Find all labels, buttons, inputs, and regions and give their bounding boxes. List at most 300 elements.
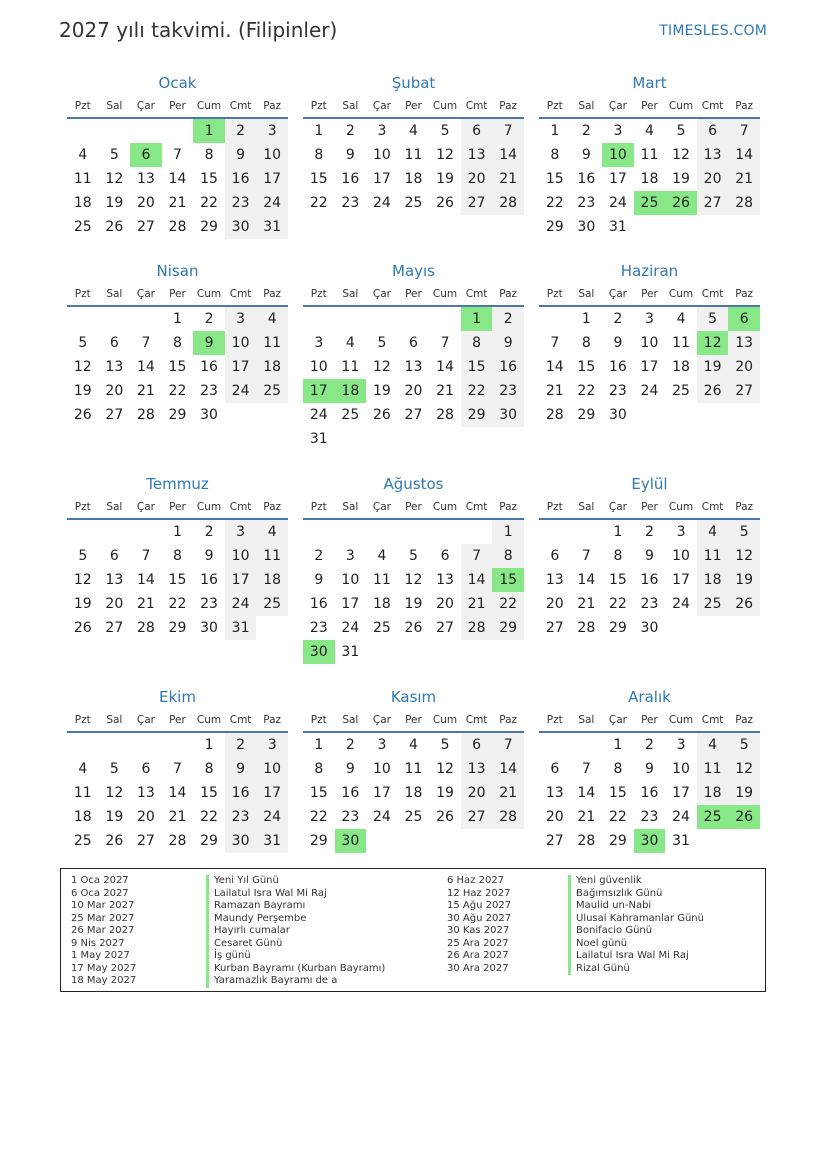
day-cell: 9 bbox=[492, 331, 524, 355]
day-cell: 21 bbox=[492, 167, 524, 191]
empty-cell bbox=[67, 307, 99, 331]
day-cell: 17 bbox=[256, 167, 288, 191]
legend-date: 26 Mar 2027 bbox=[71, 925, 135, 936]
legend-holiday-name: Cesaret Günü bbox=[206, 938, 385, 951]
weekday-header bbox=[539, 283, 760, 307]
day-cell: 24 bbox=[256, 191, 288, 215]
day-cell: 15 bbox=[608, 785, 627, 801]
day-cell: 5 bbox=[78, 335, 88, 351]
day-cell: 27 bbox=[436, 620, 454, 636]
holiday-day: 12 bbox=[697, 331, 729, 355]
day-cell: 14 bbox=[168, 785, 187, 801]
day-cell: 8 bbox=[550, 147, 560, 163]
day-cell: 4 bbox=[697, 520, 729, 544]
month-name: Ağustos bbox=[383, 475, 444, 493]
weekday-label: Cmt bbox=[701, 100, 724, 112]
day-cell: 17 bbox=[640, 359, 659, 375]
day-cell: 28 bbox=[436, 407, 454, 423]
weekday-header bbox=[303, 709, 524, 733]
weekday-label: Per bbox=[169, 714, 186, 726]
weekday-label: Pzt bbox=[546, 100, 563, 112]
day-cell: 13 bbox=[461, 143, 493, 167]
weekday-label: Pzt bbox=[310, 100, 327, 112]
weekday-label: Cum bbox=[432, 501, 458, 513]
month-name: Eylül bbox=[631, 475, 668, 493]
weekday-label: Paz bbox=[499, 100, 518, 112]
day-cell: 15 bbox=[200, 171, 218, 187]
month-name: Nisan bbox=[156, 262, 199, 280]
day-cell: 11 bbox=[672, 335, 690, 351]
day-cell: 2 bbox=[225, 733, 257, 757]
day-cell: 30 bbox=[640, 620, 659, 636]
weekday-label: Cmt bbox=[465, 288, 488, 300]
holiday-day: 30 bbox=[303, 640, 335, 664]
day-cell: 28 bbox=[545, 407, 564, 423]
empty-cell bbox=[571, 520, 603, 544]
empty-cell bbox=[303, 307, 335, 331]
day-cell: 23 bbox=[309, 620, 328, 636]
day-cell: 4 bbox=[645, 123, 654, 139]
day-cell: 22 bbox=[309, 809, 328, 825]
weekday-label: Sal bbox=[578, 501, 595, 513]
day-cell: 3 bbox=[377, 123, 387, 139]
day-cell: 20 bbox=[404, 383, 423, 399]
day-cell: 5 bbox=[728, 733, 760, 757]
holiday-day: 26 bbox=[665, 191, 697, 215]
day-cell: 12 bbox=[73, 359, 92, 375]
weekday-label: Çar bbox=[136, 288, 155, 300]
legend-holiday-name: Rizal Günü bbox=[568, 963, 704, 976]
day-cell: 4 bbox=[345, 335, 355, 351]
day-cell: 30 bbox=[225, 215, 257, 239]
day-cell: 18 bbox=[404, 785, 423, 801]
day-cell: 19 bbox=[728, 568, 760, 592]
weekday-label: Paz bbox=[499, 288, 518, 300]
day-cell: 18 bbox=[73, 809, 92, 825]
weekday-header bbox=[539, 95, 760, 119]
day-cell: 21 bbox=[168, 809, 187, 825]
day-cell: 19 bbox=[73, 596, 92, 612]
day-cell: 2 bbox=[204, 311, 214, 327]
day-cell: 8 bbox=[581, 335, 591, 351]
month-12 bbox=[539, 685, 760, 853]
day-cell: 3 bbox=[225, 307, 257, 331]
legend-holiday-name: Kurban Bayramı (Kurban Bayramı) bbox=[206, 963, 385, 976]
day-cell: 11 bbox=[697, 544, 729, 568]
month-1 bbox=[67, 71, 288, 239]
day-cell: 17 bbox=[341, 596, 360, 612]
day-cell: 16 bbox=[200, 359, 218, 375]
weekday-label: Per bbox=[405, 100, 422, 112]
day-cell: 15 bbox=[545, 171, 564, 187]
legend-dates-left bbox=[71, 875, 136, 988]
weekday-header bbox=[67, 95, 288, 119]
legend-date: 15 Ağu 2027 bbox=[447, 900, 512, 911]
day-cell: 31 bbox=[256, 215, 288, 239]
day-cell: 26 bbox=[73, 620, 92, 636]
day-cell: 6 bbox=[550, 548, 560, 564]
day-cell: 28 bbox=[577, 620, 596, 636]
site-link[interactable]: TIMESLES.COM bbox=[659, 23, 767, 39]
day-cell: 11 bbox=[73, 785, 92, 801]
weekday-label: Paz bbox=[263, 100, 282, 112]
day-cell: 13 bbox=[436, 572, 454, 588]
day-cell: 12 bbox=[404, 572, 423, 588]
day-cell: 11 bbox=[256, 544, 288, 568]
legend-date: 25 Ara 2027 bbox=[447, 937, 509, 949]
day-grid bbox=[67, 119, 288, 239]
weekday-label: Cmt bbox=[465, 501, 488, 513]
day-cell: 27 bbox=[545, 833, 564, 849]
day-cell: 26 bbox=[697, 379, 729, 403]
legend-date: 6 Oca 2027 bbox=[71, 887, 129, 899]
day-cell: 25 bbox=[73, 219, 92, 235]
day-cell: 16 bbox=[608, 359, 627, 375]
weekday-label: Cum bbox=[668, 100, 694, 112]
weekday-label: Cmt bbox=[229, 714, 252, 726]
day-cell: 17 bbox=[225, 355, 257, 379]
weekday-label: Pzt bbox=[546, 288, 563, 300]
holiday-day: 10 bbox=[602, 143, 634, 167]
empty-cell bbox=[303, 520, 335, 544]
empty-cell bbox=[398, 520, 430, 544]
day-cell: 15 bbox=[168, 572, 187, 588]
day-cell: 1 bbox=[613, 737, 623, 753]
empty-cell bbox=[398, 307, 430, 331]
weekday-label: Cmt bbox=[701, 501, 724, 513]
month-7 bbox=[67, 472, 288, 640]
weekday-label: Cmt bbox=[229, 100, 252, 112]
day-cell: 12 bbox=[436, 147, 454, 163]
month-2 bbox=[303, 71, 524, 215]
month-5 bbox=[303, 259, 524, 451]
weekday-header bbox=[67, 496, 288, 520]
holiday-day: 9 bbox=[193, 331, 225, 355]
day-cell: 15 bbox=[168, 359, 187, 375]
day-cell: 22 bbox=[461, 379, 493, 403]
weekday-label: Cmt bbox=[465, 100, 488, 112]
day-cell: 18 bbox=[697, 568, 729, 592]
day-cell: 18 bbox=[256, 568, 288, 592]
day-cell: 6 bbox=[440, 548, 450, 564]
empty-cell bbox=[99, 733, 131, 757]
day-cell: 12 bbox=[105, 785, 124, 801]
day-cell: 29 bbox=[461, 403, 493, 427]
day-cell: 26 bbox=[105, 219, 124, 235]
day-cell: 4 bbox=[409, 737, 418, 753]
day-cell: 23 bbox=[200, 383, 218, 399]
day-cell: 6 bbox=[109, 335, 119, 351]
holiday-day: 26 bbox=[728, 805, 760, 829]
day-cell: 25 bbox=[404, 195, 423, 211]
day-cell: 22 bbox=[545, 195, 564, 211]
empty-cell bbox=[99, 520, 131, 544]
day-cell: 14 bbox=[168, 171, 187, 187]
day-cell: 10 bbox=[256, 143, 288, 167]
holiday-day: 15 bbox=[492, 568, 524, 592]
day-cell: 30 bbox=[225, 829, 257, 853]
weekday-label: Pzt bbox=[546, 501, 563, 513]
weekday-label: Paz bbox=[263, 288, 282, 300]
month-name: Mart bbox=[632, 74, 667, 92]
day-cell: 23 bbox=[341, 195, 360, 211]
weekday-label: Per bbox=[169, 288, 186, 300]
weekday-label: Cum bbox=[668, 501, 694, 513]
holiday-day: 30 bbox=[634, 829, 666, 853]
weekday-label: Cum bbox=[668, 288, 694, 300]
day-cell: 16 bbox=[640, 572, 659, 588]
day-cell: 9 bbox=[581, 147, 591, 163]
weekday-header bbox=[539, 496, 760, 520]
legend-names-left bbox=[206, 875, 385, 988]
day-cell: 12 bbox=[372, 359, 391, 375]
day-cell: 1 bbox=[173, 524, 182, 540]
legend-holiday-name: Yaramazlık Bayramı de a bbox=[206, 975, 385, 988]
day-cell: 19 bbox=[105, 195, 124, 211]
day-cell: 27 bbox=[728, 379, 760, 403]
day-cell: 9 bbox=[613, 335, 623, 351]
day-cell: 25 bbox=[256, 592, 288, 616]
legend-date: 6 Haz 2027 bbox=[447, 875, 505, 886]
day-cell: 18 bbox=[672, 359, 690, 375]
day-cell: 5 bbox=[440, 737, 450, 753]
day-cell: 23 bbox=[608, 383, 627, 399]
month-name: Ekim bbox=[159, 688, 196, 706]
day-cell: 8 bbox=[613, 548, 623, 564]
day-cell: 6 bbox=[697, 119, 729, 143]
day-cell: 31 bbox=[309, 431, 328, 447]
weekday-label: Pzt bbox=[74, 501, 91, 513]
weekday-label: Per bbox=[405, 501, 422, 513]
day-cell: 22 bbox=[168, 596, 187, 612]
day-cell: 4 bbox=[256, 520, 288, 544]
day-cell: 16 bbox=[492, 355, 524, 379]
day-cell: 29 bbox=[168, 620, 187, 636]
weekday-label: Sal bbox=[106, 288, 123, 300]
legend-holiday-name: Ramazan Bayramı bbox=[206, 900, 385, 913]
legend-date: 26 Ara 2027 bbox=[447, 950, 509, 961]
month-11 bbox=[303, 685, 524, 853]
day-cell: 13 bbox=[461, 757, 493, 781]
day-cell: 16 bbox=[341, 171, 360, 187]
day-cell: 27 bbox=[545, 620, 564, 636]
day-cell: 3 bbox=[645, 311, 654, 327]
day-grid bbox=[303, 733, 524, 853]
day-cell: 5 bbox=[109, 147, 119, 163]
day-cell: 2 bbox=[345, 737, 355, 753]
legend-date: 30 Kas 2027 bbox=[447, 925, 510, 936]
empty-cell bbox=[99, 119, 131, 143]
day-cell: 22 bbox=[577, 383, 596, 399]
day-cell: 17 bbox=[372, 171, 391, 187]
day-cell: 29 bbox=[200, 833, 218, 849]
day-cell: 14 bbox=[461, 568, 493, 592]
day-cell: 27 bbox=[404, 407, 423, 423]
day-cell: 19 bbox=[105, 809, 124, 825]
month-9 bbox=[539, 472, 760, 640]
weekday-label: Paz bbox=[263, 714, 282, 726]
day-cell: 13 bbox=[545, 785, 564, 801]
day-cell: 3 bbox=[676, 524, 686, 540]
day-cell: 4 bbox=[78, 761, 88, 777]
weekday-label: Çar bbox=[608, 100, 627, 112]
empty-cell bbox=[162, 733, 194, 757]
day-cell: 24 bbox=[372, 195, 391, 211]
day-cell: 20 bbox=[136, 809, 155, 825]
weekday-label: Paz bbox=[263, 501, 282, 513]
empty-cell bbox=[130, 119, 162, 143]
month-name: Mayıs bbox=[392, 262, 435, 280]
day-cell: 20 bbox=[461, 167, 493, 191]
weekday-label: Paz bbox=[735, 288, 754, 300]
day-cell: 5 bbox=[697, 307, 729, 331]
weekday-label: Paz bbox=[735, 714, 754, 726]
weekday-header bbox=[303, 95, 524, 119]
day-cell: 4 bbox=[409, 123, 418, 139]
weekday-label: Sal bbox=[342, 100, 359, 112]
day-cell: 16 bbox=[341, 785, 360, 801]
day-cell: 13 bbox=[404, 359, 423, 375]
day-cell: 20 bbox=[105, 383, 124, 399]
day-cell: 19 bbox=[404, 596, 423, 612]
day-cell: 29 bbox=[577, 407, 596, 423]
day-cell: 25 bbox=[404, 809, 423, 825]
day-cell: 8 bbox=[314, 147, 324, 163]
day-cell: 19 bbox=[436, 171, 454, 187]
day-cell: 3 bbox=[377, 737, 387, 753]
day-cell: 22 bbox=[309, 195, 328, 211]
weekday-label: Sal bbox=[578, 100, 595, 112]
day-cell: 21 bbox=[436, 383, 454, 399]
day-cell: 31 bbox=[608, 219, 627, 235]
day-cell: 8 bbox=[173, 548, 182, 564]
day-cell: 3 bbox=[676, 737, 686, 753]
day-cell: 11 bbox=[404, 761, 423, 777]
day-cell: 6 bbox=[109, 548, 119, 564]
weekday-label: Çar bbox=[608, 501, 627, 513]
weekday-label: Sal bbox=[106, 100, 123, 112]
weekday-label: Çar bbox=[608, 288, 627, 300]
day-cell: 30 bbox=[200, 407, 218, 423]
weekday-label: Cum bbox=[196, 100, 222, 112]
day-cell: 15 bbox=[309, 785, 328, 801]
weekday-label: Çar bbox=[136, 100, 155, 112]
day-cell: 13 bbox=[697, 143, 729, 167]
day-cell: 9 bbox=[345, 761, 355, 777]
day-cell: 12 bbox=[436, 761, 454, 777]
day-cell: 19 bbox=[73, 383, 92, 399]
day-cell: 14 bbox=[136, 359, 155, 375]
day-cell: 18 bbox=[372, 596, 391, 612]
month-name: Şubat bbox=[391, 74, 436, 92]
day-cell: 31 bbox=[225, 616, 257, 640]
day-cell: 17 bbox=[225, 568, 257, 592]
legend-holiday-name: Bonifacio Günü bbox=[568, 925, 704, 938]
day-cell: 2 bbox=[581, 123, 591, 139]
day-cell: 10 bbox=[372, 761, 391, 777]
legend-holiday-name: Yeni güvenlik bbox=[568, 875, 704, 888]
holiday-day: 1 bbox=[193, 119, 225, 143]
day-cell: 24 bbox=[309, 407, 328, 423]
day-cell: 21 bbox=[728, 167, 760, 191]
day-cell: 29 bbox=[309, 833, 328, 849]
day-cell: 1 bbox=[550, 123, 560, 139]
weekday-label: Per bbox=[641, 288, 658, 300]
weekday-label: Paz bbox=[735, 100, 754, 112]
day-grid bbox=[303, 119, 524, 215]
weekday-label: Sal bbox=[106, 501, 123, 513]
day-cell: 20 bbox=[728, 355, 760, 379]
weekday-label: Cmt bbox=[701, 288, 724, 300]
legend-date: 18 May 2027 bbox=[71, 975, 137, 986]
day-cell: 7 bbox=[728, 119, 760, 143]
day-cell: 15 bbox=[200, 785, 218, 801]
day-cell: 29 bbox=[200, 219, 218, 235]
day-cell: 21 bbox=[545, 383, 564, 399]
day-cell: 12 bbox=[728, 757, 760, 781]
day-cell: 7 bbox=[141, 335, 151, 351]
weekday-label: Sal bbox=[106, 714, 123, 726]
day-cell: 24 bbox=[256, 805, 288, 829]
day-cell: 19 bbox=[672, 171, 690, 187]
day-cell: 25 bbox=[256, 379, 288, 403]
holiday-day: 17 bbox=[303, 379, 335, 403]
day-cell: 22 bbox=[492, 592, 524, 616]
day-cell: 18 bbox=[404, 171, 423, 187]
day-cell: 12 bbox=[105, 171, 124, 187]
day-cell: 1 bbox=[314, 737, 324, 753]
day-cell: 21 bbox=[136, 596, 155, 612]
legend-date: 17 May 2027 bbox=[71, 962, 137, 974]
day-cell: 15 bbox=[309, 171, 328, 187]
weekday-label: Cum bbox=[432, 100, 458, 112]
holiday-day: 6 bbox=[728, 307, 760, 331]
empty-cell bbox=[67, 733, 99, 757]
weekday-label: Cmt bbox=[701, 714, 724, 726]
day-cell: 10 bbox=[672, 548, 690, 564]
weekday-label: Pzt bbox=[310, 714, 327, 726]
day-cell: 24 bbox=[225, 592, 257, 616]
day-cell: 26 bbox=[372, 407, 391, 423]
day-grid bbox=[67, 733, 288, 853]
day-cell: 2 bbox=[314, 548, 324, 564]
day-cell: 6 bbox=[409, 335, 418, 351]
day-cell: 16 bbox=[200, 572, 218, 588]
day-cell: 3 bbox=[256, 119, 288, 143]
day-cell: 3 bbox=[613, 123, 623, 139]
day-cell: 14 bbox=[492, 757, 524, 781]
day-cell: 29 bbox=[608, 833, 627, 849]
day-grid bbox=[67, 307, 288, 427]
holiday-legend bbox=[60, 868, 766, 992]
day-cell: 24 bbox=[225, 379, 257, 403]
weekday-label: Çar bbox=[372, 288, 391, 300]
day-cell: 23 bbox=[225, 191, 257, 215]
day-cell: 24 bbox=[341, 620, 360, 636]
day-cell: 31 bbox=[256, 829, 288, 853]
holiday-day: 6 bbox=[130, 143, 162, 167]
day-cell: 10 bbox=[309, 359, 328, 375]
day-cell: 7 bbox=[492, 119, 524, 143]
day-cell: 17 bbox=[672, 785, 690, 801]
legend-date: 25 Mar 2027 bbox=[71, 912, 135, 924]
weekday-label: Pzt bbox=[310, 288, 327, 300]
weekday-header bbox=[303, 283, 524, 307]
day-cell: 15 bbox=[608, 572, 627, 588]
day-cell: 5 bbox=[728, 520, 760, 544]
day-cell: 24 bbox=[672, 596, 690, 612]
day-cell: 29 bbox=[608, 620, 627, 636]
